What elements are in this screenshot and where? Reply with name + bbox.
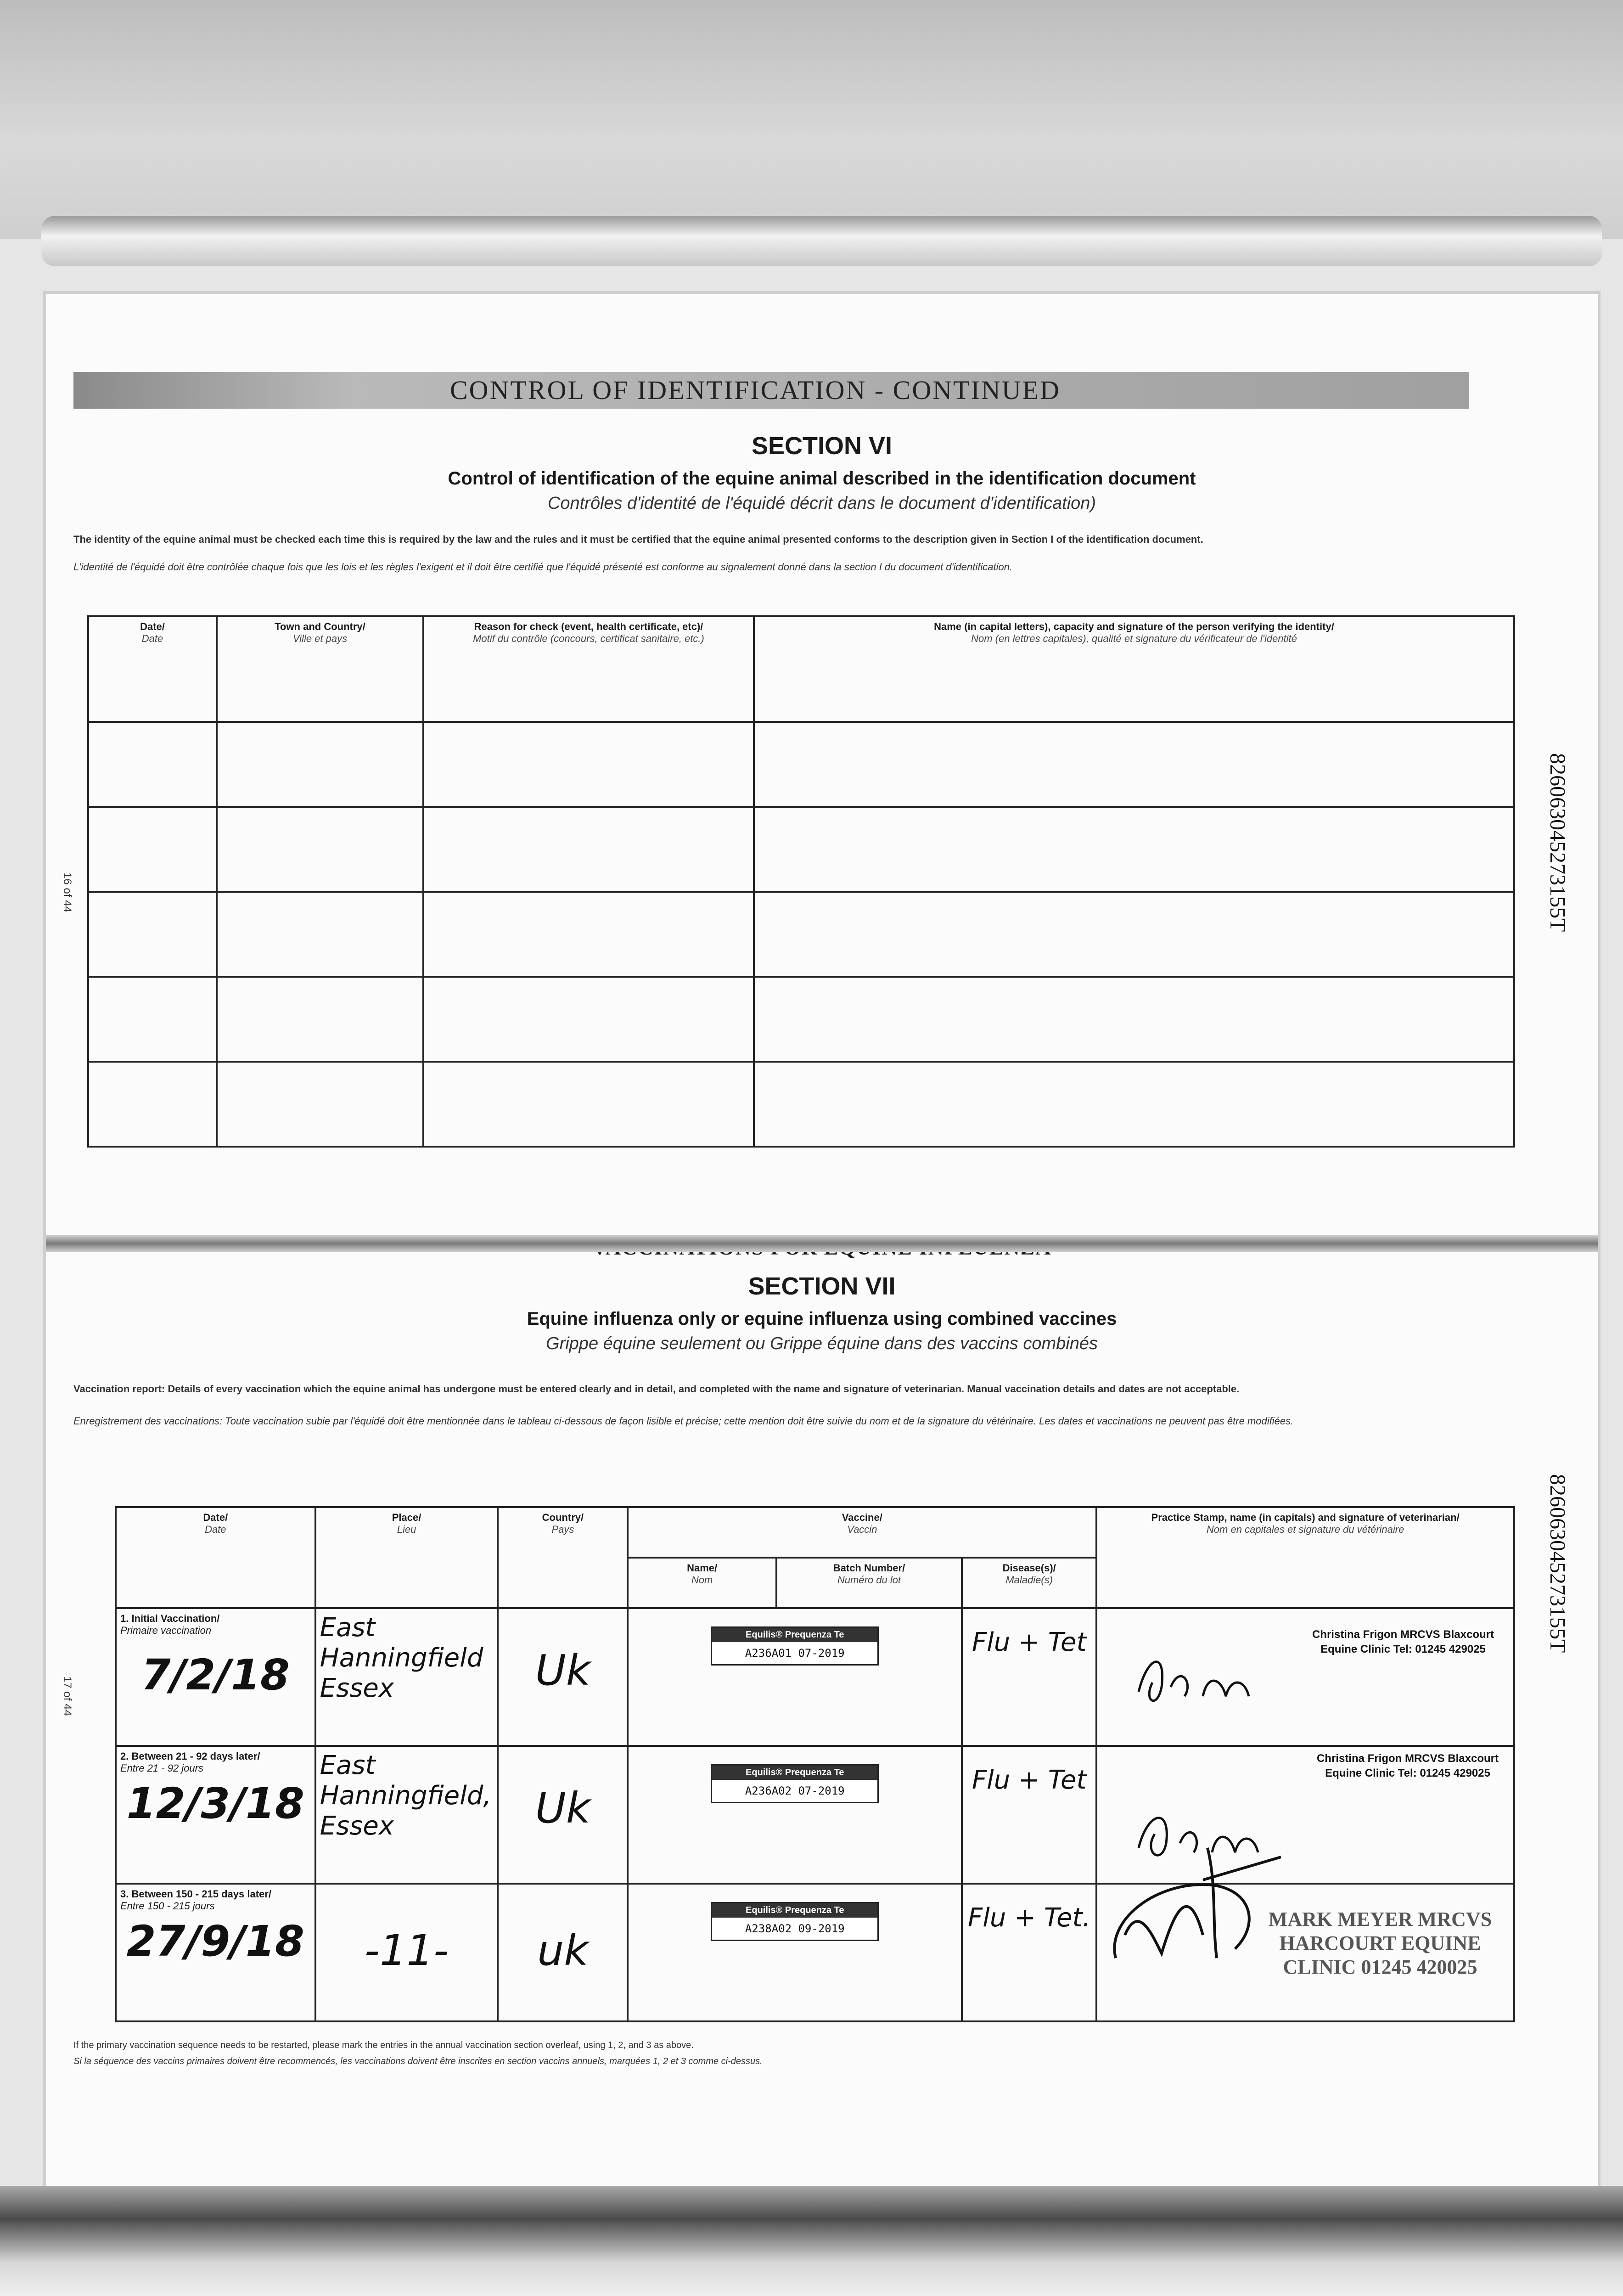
row-label: 1. Initial Vaccination/	[120, 1613, 220, 1624]
vaccination-place: East Hanningfield Essex	[315, 1608, 498, 1746]
page-fold	[46, 1235, 1598, 1252]
col-town-country: Town and Country/ Ville et pays	[217, 616, 423, 722]
lower-subtitle-fr: Grippe équine seulement ou Grippe équine dans des vaccins combinés	[546, 1334, 1098, 1353]
upper-subtitle-en: Control of identification of the equine animal described in the identification document	[448, 468, 1196, 489]
footnote-fr: Si la séquence des vaccins primaires doivent être recommencés, les vaccinations doivent être inscrites en section vaccins annuels, marquées 1, 2 et 3 comme ci-dessus.	[73, 2056, 763, 2066]
col-country: Country/ Pays	[498, 1507, 628, 1608]
row-label: 3. Between 150 - 215 days later/	[120, 1888, 271, 1900]
lower-section-title: SECTION VII	[748, 1272, 896, 1300]
page-number-upper: 16 of 44	[61, 872, 73, 912]
vet-stamp: Christina Frigon MRCVS Blaxcourt Equine Clinic Tel: 01245 429025	[1312, 1628, 1494, 1655]
page-number-lower: 17 of 44	[61, 1676, 73, 1716]
vet-signature	[1129, 1646, 1267, 1719]
lower-subtitle-en: Equine influenza only or equine influenza using combined vaccines	[527, 1309, 1117, 1329]
lower-paragraph-fr: Enregistrement des vaccinations: Toute vaccination subie par l'équidé doit être mentionnée dans le tableau ci-dessous de façon lisible et précise; cette mention doit être suivie du nom et de la signature du vétérinaire. Les dates et vaccinations ne peuvent pas être modifiées.	[73, 1415, 1294, 1427]
upper-section-title: SECTION VI	[751, 432, 893, 460]
scan-background-top	[0, 0, 1623, 239]
table-row	[88, 807, 1514, 892]
vaccination-country: uk	[498, 1884, 628, 2021]
vaccine-batch: A236A01 07-2019	[745, 1647, 845, 1660]
table-header-row	[88, 616, 1514, 722]
upper-header: CONTROL OF IDENTIFICATION - CONTINUED	[450, 375, 1061, 405]
row-label-fr: Entre 21 - 92 jours	[120, 1762, 203, 1774]
vaccination-place: -11-	[315, 1884, 498, 2021]
vaccine-batch: A236A02 07-2019	[745, 1784, 845, 1797]
table-row	[88, 722, 1514, 807]
table-row	[116, 1746, 1514, 1884]
col-vaccine-name: Name/ Nom	[628, 1558, 776, 1608]
vaccine-sticker	[711, 1626, 879, 1666]
vet-signature	[1097, 1829, 1290, 1967]
vaccination-disease: Flu + Tet	[962, 1608, 1096, 1746]
col-reason: Reason for check (event, health certificate, etc)/ Motif du contrôle (concours, certificat sanitaire, etc.)	[423, 616, 754, 722]
upper-paragraph-fr: L'identité de l'équidé doit être contrôlée chaque fois que les lois et les règles l'exigent et il doit être certifié que l'équidé présenté est conforme au signalement donné dans la section I du document d'identification.	[73, 561, 1013, 573]
vaccination-table	[115, 1506, 1515, 2022]
vaccination-date: 12/3/18	[126, 1779, 304, 1828]
passport-id-lower: 826063045273155T	[1545, 1474, 1570, 1653]
vaccine-sticker-name: Equilis® Prequenza Te	[712, 1766, 877, 1780]
col-date: Date/ Date	[116, 1507, 315, 1608]
vet-stamp: Christina Frigon MRCVS Blaxcourt Equine Clinic Tel: 01245 429025	[1316, 1752, 1499, 1779]
vaccine-sticker	[711, 1902, 879, 1941]
table-row	[88, 892, 1514, 977]
vaccination-date: 27/9/18	[126, 1917, 304, 1966]
vaccination-date: 7/2/18	[141, 1650, 290, 1699]
passport-id-upper: 826063045273155T	[1545, 753, 1570, 932]
col-vet: Practice Stamp, name (in capitals) and signature of veterinarian/ Nom en capitales et signature du vétérinaire	[1096, 1507, 1514, 1608]
col-batch: Batch Number/ Numéro du lot	[776, 1558, 962, 1608]
vaccination-disease: Flu + Tet	[962, 1746, 1096, 1884]
scan-background-bottom	[0, 2186, 1623, 2296]
col-vaccine: Vaccine/ Vaccin	[628, 1507, 1096, 1558]
vaccination-place: East Hanningfield, Essex	[315, 1746, 498, 1884]
vaccination-country: Uk	[498, 1608, 628, 1746]
col-verifier: Name (in capital letters), capacity and signature of the person verifying the identity/ Nom (en lettres capitales), qualité et signature du vérificateur de l'identité	[754, 616, 1514, 722]
vaccine-sticker	[711, 1764, 879, 1803]
row-label-fr: Primaire vaccination	[120, 1625, 212, 1636]
vaccine-batch: A238A02 09-2019	[745, 1922, 845, 1935]
table-row	[88, 1062, 1514, 1147]
row-label: 2. Between 21 - 92 days later/	[120, 1750, 260, 1762]
upper-header-band	[73, 372, 1469, 409]
table-row	[88, 977, 1514, 1062]
col-place: Place/ Lieu	[315, 1507, 498, 1608]
col-date: Date/ Date	[88, 616, 217, 722]
vaccination-country: Uk	[498, 1746, 628, 1884]
table-row	[116, 1884, 1514, 2021]
table-row	[116, 1608, 1514, 1746]
vaccine-sticker-name: Equilis® Prequenza Te	[712, 1628, 877, 1642]
identity-check-table	[87, 615, 1515, 1148]
vaccine-sticker-name: Equilis® Prequenza Te	[712, 1903, 877, 1918]
plastic-sleeve-edge	[41, 216, 1602, 266]
col-disease: Disease(s)/ Maladie(s)	[962, 1558, 1096, 1608]
vet-stamp: MARK MEYER MRCVS HARCOURT EQUINE CLINIC 01245 420025	[1268, 1908, 1492, 1978]
vaccination-disease: Flu + Tet.	[962, 1884, 1096, 2021]
footnote-en: If the primary vaccination sequence needs to be restarted, please mark the entries in the annual vaccination section overleaf, using 1, 2, and 3 as above.	[73, 2040, 694, 2050]
upper-paragraph-en: The identity of the equine animal must be checked each time this is required by the law and the rules and it must be certified that the equine animal presented conforms to the description given in Section I of the identification document.	[73, 534, 1203, 545]
row-label-fr: Entre 150 - 215 jours	[120, 1900, 215, 1912]
lower-paragraph-en: Vaccination report: Details of every vaccination which the equine animal has undergone must be entered clearly and in detail, and completed with the name and signature of veterinarian. Manual vaccination details and dates are not acceptable.	[73, 1383, 1240, 1395]
upper-subtitle-fr: Contrôles d'identité de l'équidé décrit dans le document d'identification)	[547, 494, 1096, 513]
